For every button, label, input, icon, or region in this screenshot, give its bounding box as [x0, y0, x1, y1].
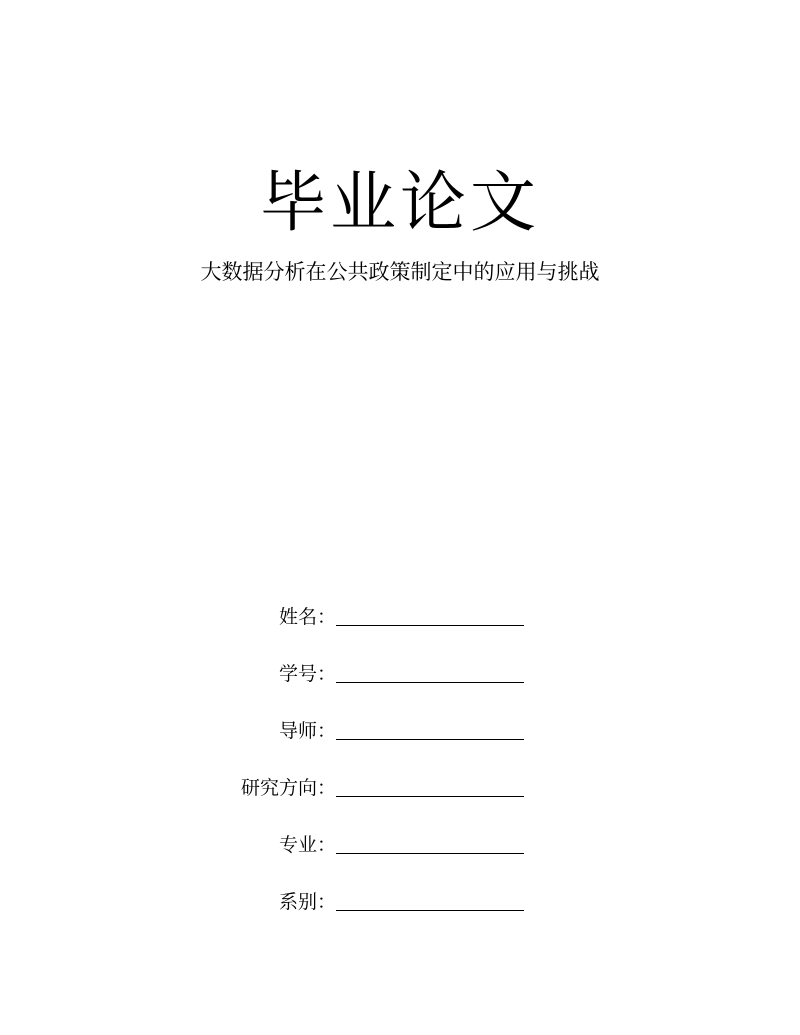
department-field[interactable] [336, 888, 524, 911]
major-label: 专业： [278, 834, 336, 856]
department-label: 系别： [278, 891, 336, 913]
advisor-field[interactable] [336, 717, 524, 740]
major-field[interactable] [336, 831, 524, 854]
student-id-field[interactable] [336, 660, 524, 683]
info-row-department [160, 882, 640, 916]
thesis-title: 毕业论文 [260, 164, 540, 241]
info-row-student-id [160, 654, 640, 688]
info-row-advisor [160, 711, 640, 745]
info-row-name [160, 597, 640, 631]
research-direction-label: 研究方向： [240, 777, 336, 799]
name-label: 姓名： [278, 606, 336, 628]
info-row-major [160, 825, 640, 859]
advisor-label: 导师： [278, 720, 336, 742]
student-info-form [160, 597, 640, 939]
student-id-label: 学号： [278, 663, 336, 685]
thesis-subtitle: 大数据分析在公共政策制定中的应用与挑战 [200, 260, 600, 284]
name-field[interactable] [336, 603, 524, 626]
research-direction-field[interactable] [336, 774, 524, 797]
info-row-research-direction [160, 768, 640, 802]
